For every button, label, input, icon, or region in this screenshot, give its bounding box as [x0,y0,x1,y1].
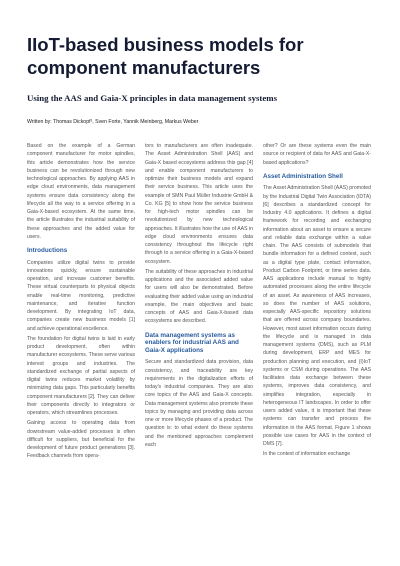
body-paragraph: The foundation for digital twins is laid in early product development, often within manufacturer ecosystems. These serve various interest groups and industries. The standardized exchange of partial aspects of digital twins reduces market volatility by minimizing data gaps. This particularly benefits component manufacturers [2]. They can deliver their components directly to integrators or operators, which streamlines processes. [27,335,135,417]
author-byline: Written by: Thomas Dickopf¹, Sven Forte, Yannik Meinberg, Markus Weber [27,119,199,125]
text-column-3 [263,142,371,461]
body-paragraph: Companies utilize digital twins to provide innovations quickly, ensure sustainable operation, and increase customer benefits. These virtual counterparts to physical objects enable real-time monitoring, predictive maintenance, and iterative function development. By integrating IoT data, companies create new business models [1] and achieve operational excellence. [27,259,135,332]
text-column-2 [145,142,253,451]
body-paragraph: Gaining access to operating data from downstream value-added processes is often difficult for suppliers, but beneficial for the development of future product generations [3]. Feedback channels from opera- [27,420,135,460]
body-paragraph: other? Or are these systems even the main source or recipient of data for AAS and Gaia-X-based applications? [263,143,371,166]
body-paragraph: The Asset Administration Shell (AAS) promoted by the Industrial Digital Twin Association (IDTA) [6] describes a standardized concept for Industry 4.0 applications. It defines a digital framework for recording and exchanging information about an asset to ensure a secure and reliable data exchange within a value chain. The AAS consists of submodels that bundle information for a defined context, such as a digital type plate, contact information, Product Carbon Footprint, or time series data. AAS applications include manual to highly automated processes along the entire lifecycle of an asset. As awareness of AAS increases, so does the number of AAS solutions, especially AAS-specific repository solutions that are offered across company boundaries. However, most asset information occurs during the lifecycle and is managed in data management systems (DMS), such as PLM during development, ERP and MES for production planning and execution, and (I)IoT systems or CSM during operations. The AAS facilitates data exchange between these systems, improves data consistency, and simplifies integration, especially in heterogeneous IT landscapes. In order to offer users added value, it is important that these systems can transfer and process the information in the AAS format. Figure 1 shows possible use cases for AAS in the context of DMS [7]. [263,185,371,448]
abstract-paragraph: Based on the example of a German component manufacturer for motor spindles, this article demonstrates how the service business can be revolutionized through new technological approaches. By applying AAS in edge cloud environments, data management systems ensure data consistency along the lifecycle all the way to a service offering in a Gaia-X-based ecosystem. At the same time, the article illustrates the industrial suitability of these approaches and the added value for users. [27,143,135,240]
body-paragraph: The suitability of these approaches in industrial applications and the associated added value for users will also be demonstrated. Before evaluating their added value using an industrial example, the main objectives and basic concepts of AAS and Gaia-X-based data ecosystems are described. [145,268,253,325]
section-heading-introductions: Introductions [27,247,68,254]
text-column-1 [27,142,135,463]
article-title: IIoT-based business models for component manufacturers [27,34,304,78]
article-subtitle: Using the AAS and Gaia-X principles in data management systems [27,93,277,103]
body-paragraph: tors to manufacturers are often inadequate. The Asset Administration Shell (AAS) and Gaia-X based ecosystems address this gap [4] and enable component manufacturers to optimize their business models and expand their service business. This article uses the example of SMN Paul Müller Industrie GmbH & Co. KG [5] to show how the service business for high-tech motor spindles can be revolutionized by new technological approaches. It illustrates how the use of AAS in edge cloud environments ensures data consistency throughout the lifecycle right through to a service offering in a Gaia-X-based ecosystem. [145,143,253,265]
section-heading-aas: Asset Administration Shell [263,172,343,180]
body-paragraph: In the context of information exchange [263,451,351,458]
section-heading-data-management: Data management systems as enablers for industrial AAS and Gaia-X applications [145,331,239,354]
body-paragraph: Secure and standardized data provision, data consistency, and traceability are key requirements in the digitalization efforts of today's industrial companies. They are also core topics of the AAS and Gaia-X concepts. Data management systems also promote these topics by managing and providing data across one or more lifecycle phases of a product. The question is: to what extent do these systems and the mentioned approaches complement each [145,359,253,448]
